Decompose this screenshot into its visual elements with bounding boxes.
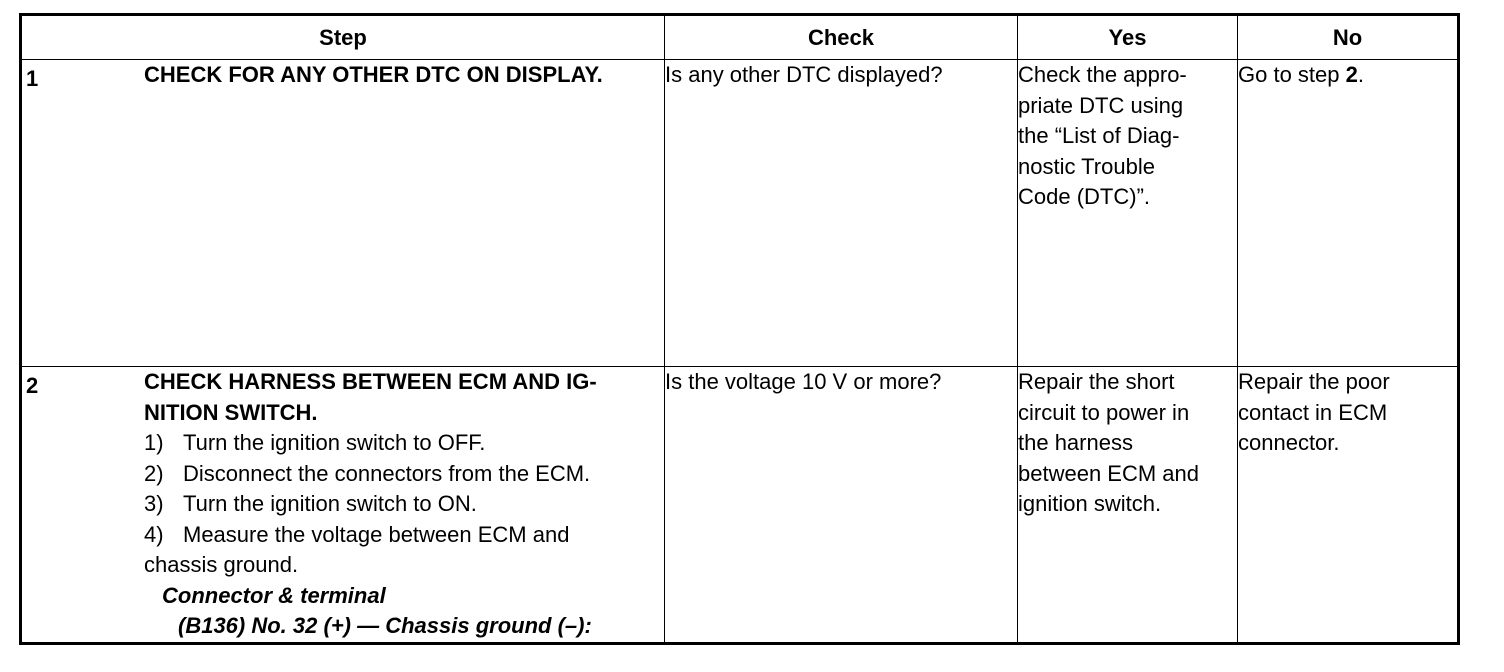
no-suffix: . xyxy=(1357,62,1364,87)
step-title-line: CHECK HARNESS BETWEEN ECM AND IG- xyxy=(144,369,597,394)
table-row xyxy=(21,367,1459,644)
no-line: contact in ECM xyxy=(1238,399,1388,425)
table-row xyxy=(21,60,1459,367)
yes-line: Code (DTC)”. xyxy=(1018,184,1151,209)
yes-line: circuit to power in xyxy=(1018,399,1190,425)
yes-line: ignition switch. xyxy=(1018,491,1162,516)
spec-value: (B136) No. 32 (+) — Chassis ground (–): xyxy=(178,613,592,638)
substep: 2) Disconnect the connectors from the ECM. xyxy=(144,460,591,486)
diagnostic-table xyxy=(19,13,1460,645)
check-cell: Is the voltage 10 V or more? xyxy=(665,367,1018,644)
substep-list xyxy=(144,428,658,581)
substep-continuation: chassis ground. xyxy=(144,552,299,577)
step-number: 2 xyxy=(26,373,39,398)
step-cell xyxy=(21,60,665,367)
substep: 4) Measure the voltage between ECM and xyxy=(144,521,570,547)
step-title: CHECK FOR ANY OTHER DTC ON DISPLAY. xyxy=(144,62,603,87)
substep: 1) Turn the ignition switch to OFF. xyxy=(144,430,486,455)
yes-line: priate DTC using xyxy=(1018,92,1184,118)
no-cell xyxy=(1238,60,1459,367)
yes-line: the harness xyxy=(1018,430,1133,455)
yes-cell xyxy=(1018,367,1238,644)
header-step: Step xyxy=(21,15,665,60)
step-cell xyxy=(21,367,665,644)
header-check: Check xyxy=(665,15,1018,60)
check-cell: Is any other DTC displayed? xyxy=(665,60,1018,367)
yes-line: nostic Trouble xyxy=(1018,153,1155,179)
step-reference: 2 xyxy=(1345,62,1358,87)
yes-line: the “List of Diag- xyxy=(1018,123,1180,148)
yes-line: Check the appro- xyxy=(1018,62,1187,87)
step-number: 1 xyxy=(26,66,39,91)
yes-line: Repair the short xyxy=(1018,369,1175,394)
yes-line: between ECM and xyxy=(1018,460,1199,486)
no-text: Go to step xyxy=(1238,62,1346,87)
yes-cell xyxy=(1018,60,1238,367)
header-yes: Yes xyxy=(1018,15,1238,60)
no-line: connector. xyxy=(1238,430,1340,455)
no-line: Repair the poor xyxy=(1238,369,1390,394)
spec-label: Connector & terminal xyxy=(162,582,386,608)
substep: 3) Turn the ignition switch to ON. xyxy=(144,491,477,516)
step-title-line: NITION SWITCH. xyxy=(144,399,318,425)
table-header-row xyxy=(21,15,1459,60)
header-no: No xyxy=(1238,15,1459,60)
no-cell xyxy=(1238,367,1459,644)
